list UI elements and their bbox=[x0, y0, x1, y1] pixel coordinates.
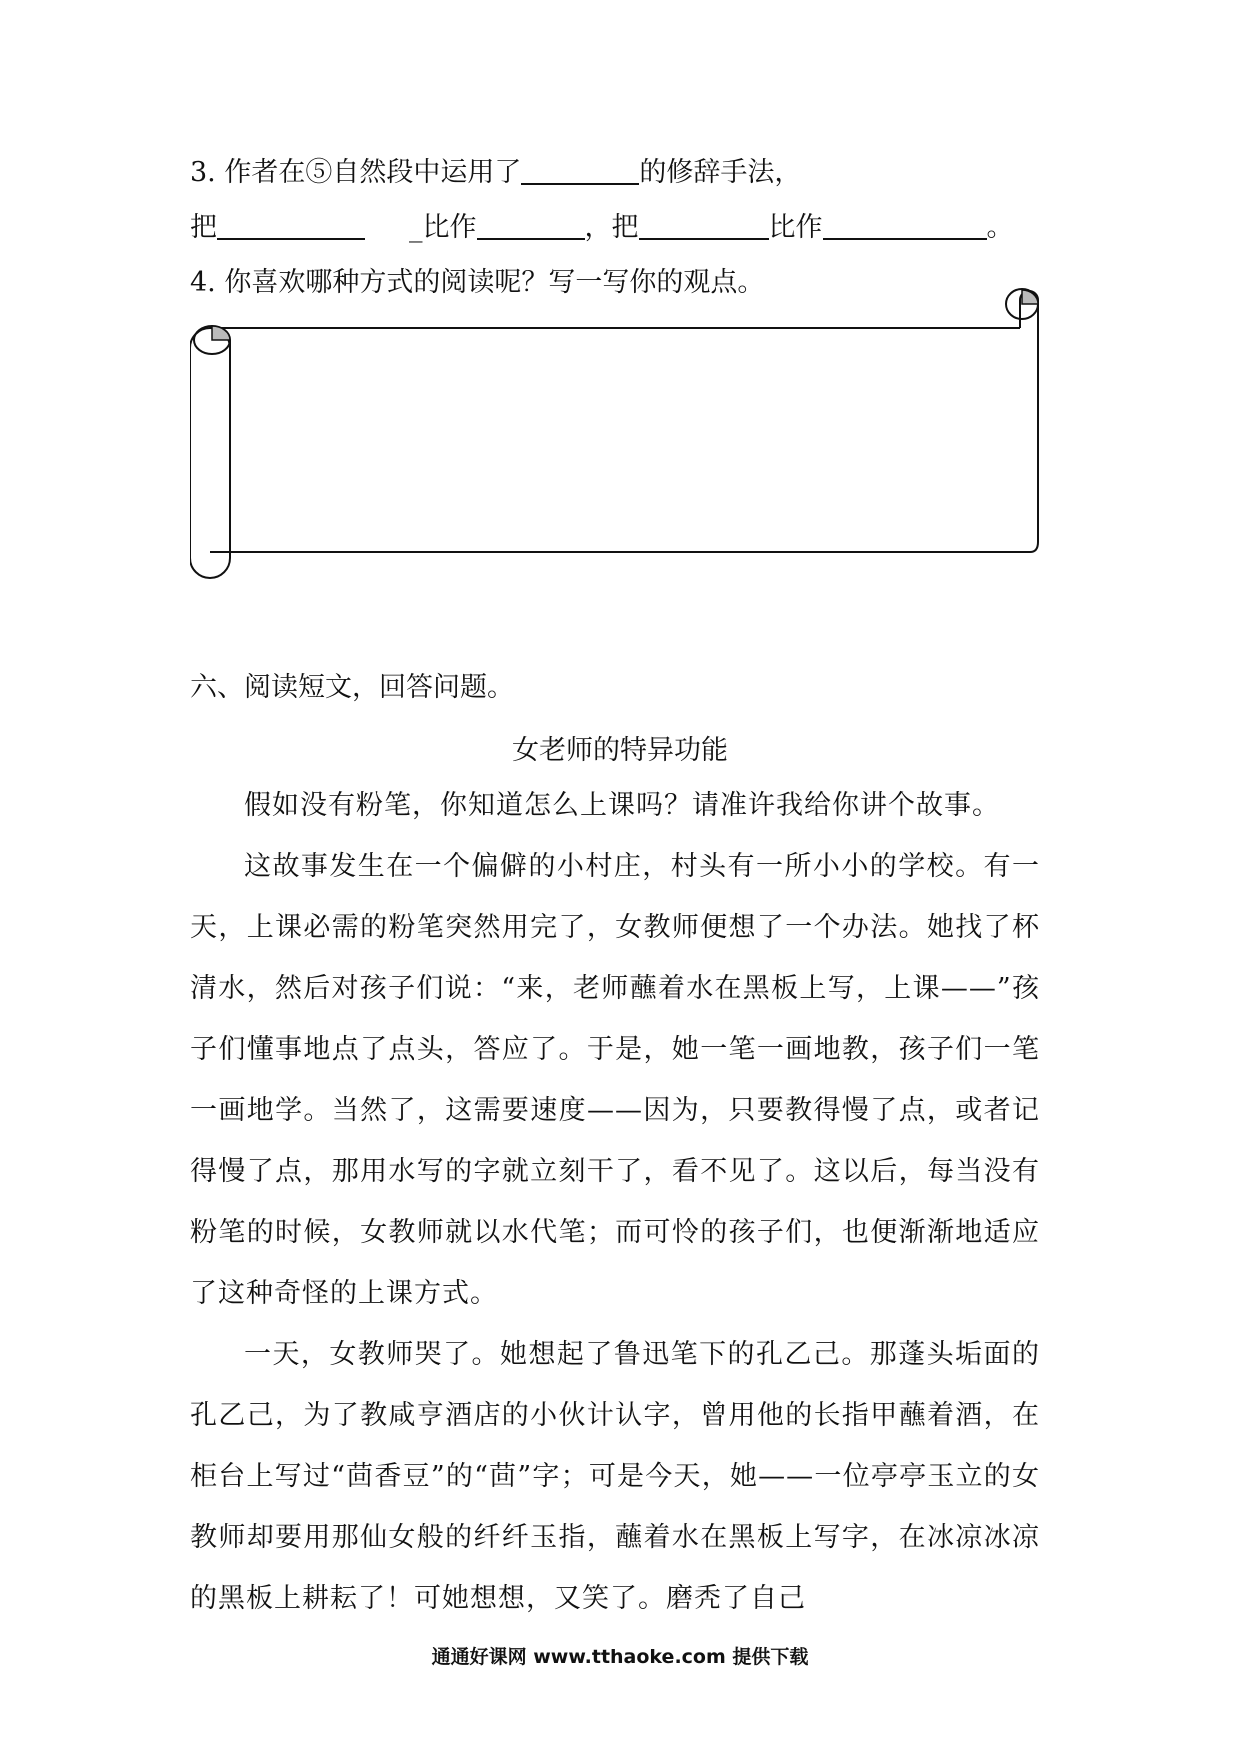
question-3-line-1 bbox=[190, 155, 801, 190]
answer-blank-3[interactable] bbox=[639, 210, 769, 240]
scroll-answer-box[interactable] bbox=[190, 280, 1050, 604]
footer-credit: 通通好课网 www.tthaoke.com 提供下载 bbox=[431, 1646, 809, 1668]
question-3-ba-2: ，把 bbox=[584, 212, 639, 243]
question-3-prefix: 3. 作者在⑤自然段中运用了 bbox=[190, 157, 522, 188]
section-title: 六、阅读短文，回答问题。 bbox=[190, 672, 514, 703]
article-paragraph-1: 假如没有粉笔，你知道怎么上课吗？请准许我给你讲个故事。 bbox=[244, 790, 1000, 821]
article-paragraph-2: 这故事发生在一个偏僻的小村庄，村头有一所小小的学校。有一天，上课必需的粉笔突然用完了，女教师便想了一个办法。她找了杯清水，然后对孩子们说：“来，老师蘸着水在黑板上写，上课——”孩子们懂事地点了点头，答应了。于是，她一笔一画地教，孩子们一笔一画地学。当然了，这需要速度——因为，只要教得慢了点，或者记得慢了点，那用水写的字就立刻干了，看不见了。这以后，每当没有粉笔的时候，女教师就以水代笔；而可怜的孩子们，也便渐渐地适应了这种奇怪的上课方式。 bbox=[190, 851, 1040, 1309]
question-3-biz-1: _比作 bbox=[409, 212, 477, 243]
answer-blank-2[interactable] bbox=[477, 210, 585, 240]
article-title: 女老师的特异功能 bbox=[512, 735, 728, 766]
question-4: 4. 你喜欢哪种方式的阅读呢？写一写你的观点。 bbox=[190, 267, 765, 298]
article-paragraph-3: 一天，女教师哭了。她想起了鲁迅笔下的孔乙己。那蓬头垢面的孔乙己，为了教咸亨酒店的小伙计认字，曾用他的长指甲蘸着酒，在柜台上写过“茴香豆”的“茴”字；可是今天，她——一位亭亭玉立的女教师却要用那仙女般的纤纤玉指，蘸着水在黑板上写字，在冰凉冰凉的黑板上耕耘了！可她想想，又笑了。磨秃了自己 bbox=[190, 1339, 1040, 1614]
question-3-biz-2: 比作 bbox=[768, 212, 823, 243]
question-3-ba-1: 把 bbox=[190, 212, 217, 243]
scroll-frame-icon bbox=[190, 280, 1050, 600]
question-3-line-2 bbox=[190, 210, 1014, 245]
question-3-period: 。 bbox=[986, 212, 1014, 243]
answer-blank-4[interactable] bbox=[823, 210, 987, 240]
answer-blank-1[interactable] bbox=[217, 210, 365, 240]
article-body bbox=[190, 775, 1040, 1629]
answer-blank-rhetoric[interactable] bbox=[521, 155, 639, 185]
question-3-suffix: 的修辞手法， bbox=[639, 157, 802, 188]
